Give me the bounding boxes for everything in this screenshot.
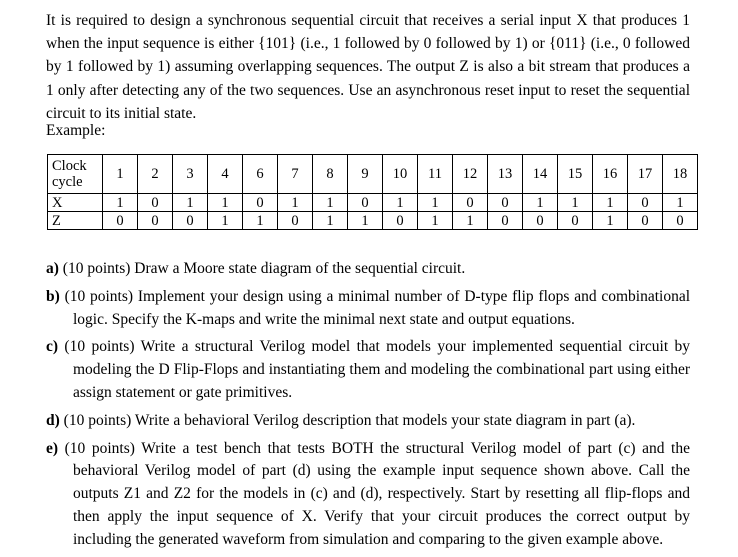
z-cell: 0 (628, 212, 663, 230)
cycle-cell: 11 (418, 155, 453, 194)
x-cell: 1 (208, 194, 243, 212)
part-a (46, 258, 690, 281)
z-cell: 0 (558, 212, 593, 230)
z-row (48, 212, 698, 230)
cycle-cell: 12 (453, 155, 488, 194)
part-points: (10 points) (62, 260, 131, 277)
x-cell: 1 (418, 194, 453, 212)
question-parts (46, 258, 690, 557)
x-cell: 0 (453, 194, 488, 212)
x-cell: 1 (663, 194, 698, 212)
part-text: Write a structural Verilog model that models your implemented sequential circuit by modeling the D Flip-Flops and instantiating them and modeling the combinational part using either assign statement or gate primitives. (73, 338, 691, 401)
part-label: d) (46, 411, 60, 429)
part-text: Draw a Moore state diagram of the sequential circuit. (134, 260, 466, 277)
problem-statement: It is required to design a synchronous sequential circuit that receives a serial input X that produces 1 when the input sequence is either {101} (i.e., 1 followed by 0 followed by 1) or {011} (i.e., 0 followed by 1 followed by 1) assuming overlapping sequences. The output Z is also a bit stream that produces a 1 only after detecting any of the two sequences. Use an asynchronous reset input to reset the sequential circuit to its initial state. (46, 12, 690, 122)
x-cell: 0 (243, 194, 278, 212)
cycle-cell: 8 (313, 155, 348, 194)
example-label: Example: (46, 122, 106, 139)
part-text: Write a test bench that tests BOTH the structural Verilog model of part (c) and the behavioral Verilog model of part (d) using the example input sequence shown above. Call the outputs Z1 and Z2 for the models in (c) and (d), respectively. Start by resetting all flip-flops and then apply the input sequence of X. Verify that your circuit produces the correct output by including the generated waveform from simulation and comparing to the given example above. (73, 439, 690, 548)
x-cell: 1 (523, 194, 558, 212)
row-label-x: X (48, 194, 103, 212)
cycle-cell: 13 (488, 155, 523, 194)
row-label-z: Z (48, 212, 103, 230)
cycle-cell: 1 (103, 155, 138, 194)
cycle-cell: 16 (593, 155, 628, 194)
part-points: (10 points) (64, 338, 135, 356)
part-d (46, 410, 690, 433)
cycle-cell: 9 (348, 155, 383, 194)
part-e (46, 438, 690, 552)
z-cell: 0 (523, 212, 558, 230)
cycle-cell: 7 (278, 155, 313, 194)
z-cell: 1 (208, 212, 243, 230)
part-label: e) (46, 439, 59, 457)
x-cell: 0 (488, 194, 523, 212)
part-points: (10 points) (64, 439, 135, 457)
part-text: Write a behavioral Verilog description that models your state diagram in part (a). (134, 411, 636, 429)
x-cell: 1 (173, 194, 208, 212)
x-cell: 0 (138, 194, 173, 212)
cycle-cell: 2 (138, 155, 173, 194)
z-cell: 0 (173, 212, 208, 230)
cycle-cell: 18 (663, 155, 698, 194)
z-cell: 1 (313, 212, 348, 230)
x-cell: 1 (103, 194, 138, 212)
x-row (48, 194, 698, 212)
example-sequence-table (47, 154, 698, 230)
x-cell: 1 (593, 194, 628, 212)
part-label: c) (46, 338, 59, 356)
z-cell: 1 (453, 212, 488, 230)
x-cell: 1 (278, 194, 313, 212)
cycle-cell: 10 (383, 155, 418, 194)
part-text: Implement your design using a minimal number of D-type flip flops and combinational logic. Specify the K-maps and write the minimal next state and output equations. (73, 287, 691, 328)
z-cell: 0 (278, 212, 313, 230)
z-cell: 1 (418, 212, 453, 230)
z-cell: 0 (663, 212, 698, 230)
cycle-cell: 6 (243, 155, 278, 194)
z-cell: 0 (138, 212, 173, 230)
x-cell: 1 (558, 194, 593, 212)
part-b (46, 286, 690, 332)
cycle-cell: 3 (173, 155, 208, 194)
z-cell: 0 (488, 212, 523, 230)
cycle-cell: 15 (558, 155, 593, 194)
part-label: a) (46, 260, 59, 277)
x-cell: 1 (313, 194, 348, 212)
part-points: (10 points) (64, 287, 134, 305)
part-label: b) (46, 287, 60, 305)
cycle-cell: 17 (628, 155, 663, 194)
cycle-cell: 14 (523, 155, 558, 194)
z-cell: 1 (348, 212, 383, 230)
row-label-clock-cycle: Clock cycle (48, 155, 103, 194)
clock-cycle-row (48, 155, 698, 194)
z-cell: 1 (243, 212, 278, 230)
part-c (46, 336, 690, 404)
z-cell: 0 (383, 212, 418, 230)
cycle-cell: 4 (208, 155, 243, 194)
z-cell: 1 (593, 212, 628, 230)
x-cell: 0 (628, 194, 663, 212)
x-cell: 0 (348, 194, 383, 212)
x-cell: 1 (383, 194, 418, 212)
part-points: (10 points) (63, 411, 132, 429)
z-cell: 0 (103, 212, 138, 230)
